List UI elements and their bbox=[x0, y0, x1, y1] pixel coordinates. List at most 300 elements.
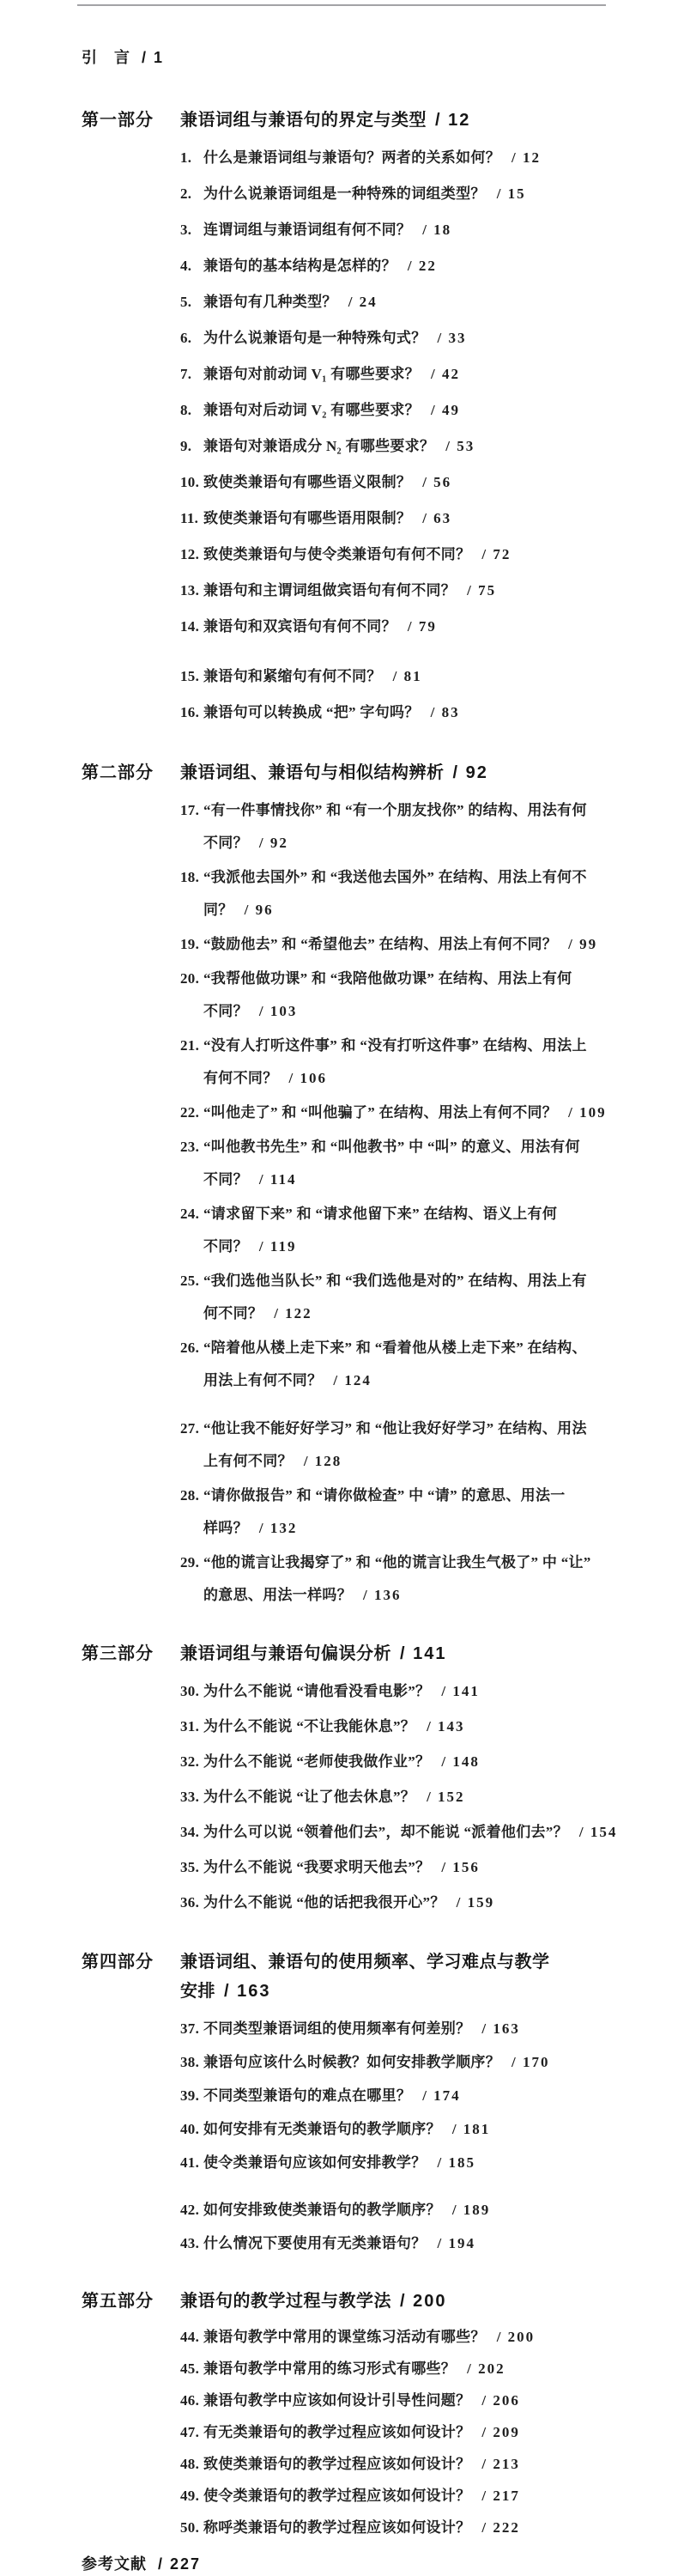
item-number: 40. bbox=[180, 2121, 200, 2137]
toc-item bbox=[180, 1399, 678, 1478]
item-text: 如何安排致使类兼语句的教学顺序？ bbox=[203, 2202, 441, 2218]
item-text: 为什么不能说 “他的话把我很开心”？ bbox=[203, 1894, 445, 1911]
section-label: 第一部分 bbox=[82, 111, 154, 130]
page-number: / 24 bbox=[348, 294, 378, 310]
item-number: 3. bbox=[180, 222, 192, 238]
toc-item bbox=[180, 1851, 678, 1884]
toc-item bbox=[180, 963, 678, 1028]
page-number: / 99 bbox=[568, 936, 598, 952]
toc-item bbox=[180, 2147, 678, 2179]
page-number: / 83 bbox=[430, 704, 460, 720]
section-heading bbox=[82, 1639, 678, 1668]
page-number: / 122 bbox=[274, 1305, 312, 1321]
page-number: / 81 bbox=[392, 668, 422, 684]
top-rule bbox=[77, 4, 606, 6]
page-number: / 22 bbox=[407, 258, 437, 274]
item-number: 35. bbox=[180, 1859, 200, 1875]
item-text: 称呼类兼语句的教学过程应该如何设计？ bbox=[203, 2519, 471, 2536]
item-text: 兼语句对前动词 V₁ 有哪些要求？ bbox=[203, 366, 420, 382]
page-number: / 189 bbox=[451, 2202, 491, 2218]
item-text: 不同类型兼语句的难点在哪里？ bbox=[203, 2087, 412, 2104]
item-number: 47. bbox=[180, 2424, 200, 2440]
toc-item-line bbox=[180, 1816, 678, 1849]
page-number: / 114 bbox=[258, 1171, 297, 1188]
page-number: / 79 bbox=[407, 618, 437, 635]
toc-item-line bbox=[180, 1512, 678, 1545]
toc-item bbox=[180, 2354, 678, 2384]
item-text: “叫他教书先生” 和 “叫他教书” 中 “叫” 的意义、用法有何 bbox=[203, 1139, 580, 1155]
page-number: / 53 bbox=[445, 438, 475, 454]
item-number: 46. bbox=[180, 2392, 200, 2409]
item-text: “鼓励他去” 和 “希望他去” 在结构、用法上有何不同？ bbox=[203, 936, 558, 952]
item-number: 34. bbox=[180, 1824, 200, 1840]
page-number: / 170 bbox=[512, 2054, 550, 2070]
item-number: 2. bbox=[180, 185, 192, 202]
item-number: 13. bbox=[180, 582, 200, 598]
item-text: 使令类兼语句应该如何安排教学？ bbox=[203, 2154, 427, 2171]
toc-item-line bbox=[180, 660, 678, 693]
toc-item bbox=[180, 611, 678, 643]
item-number: 20. bbox=[180, 970, 200, 987]
toc-item bbox=[180, 2046, 678, 2079]
page-number: / 141 bbox=[400, 1644, 447, 1663]
page-number: / 49 bbox=[430, 402, 460, 418]
item-number: 39. bbox=[180, 2087, 200, 2104]
toc-item bbox=[180, 2323, 678, 2352]
section-title-line bbox=[180, 1947, 550, 1977]
item-text: 有无类兼语句的教学过程应该如何设计？ bbox=[203, 2424, 471, 2440]
toc-item bbox=[180, 322, 678, 355]
page-number: / 136 bbox=[363, 1587, 402, 1603]
toc-item-line bbox=[180, 2113, 678, 2146]
section-title-line bbox=[180, 2287, 446, 2316]
toc-item bbox=[180, 1746, 678, 1778]
item-number: 33. bbox=[180, 1789, 200, 1805]
item-text: 为什么可以说 “领着他们去”，却不能说 “派着他们去”？ bbox=[203, 1824, 568, 1840]
item-number: 32. bbox=[180, 1753, 200, 1770]
toc-item-line bbox=[180, 1230, 678, 1263]
page-number: / 202 bbox=[467, 2360, 505, 2377]
toc-item-line bbox=[180, 1297, 678, 1330]
toc-item-line bbox=[180, 2354, 678, 2384]
toc-item-line bbox=[180, 1131, 678, 1163]
toc-section bbox=[0, 69, 678, 729]
item-text: “我帮他做功课” 和 “我陪他做功课” 在结构、用法上有何 bbox=[203, 970, 572, 987]
toc-item bbox=[180, 2180, 678, 2227]
item-text: 有何不同？ bbox=[203, 1070, 278, 1086]
item-text: 兼语句对后动词 V₂ 有哪些要求？ bbox=[203, 402, 420, 418]
item-text: 兼语句对兼语成分 N₂ 有哪些要求？ bbox=[203, 438, 435, 454]
item-text: 什么是兼语词组与兼语句？两者的关系如何？ bbox=[203, 149, 500, 166]
section-title-line bbox=[180, 1639, 446, 1668]
page-number: / 181 bbox=[451, 2121, 491, 2137]
toc-item bbox=[180, 1030, 678, 1095]
item-text: 的意思、用法一样吗？ bbox=[203, 1587, 352, 1603]
toc-item-line bbox=[180, 250, 678, 283]
page-number: / 119 bbox=[258, 1238, 297, 1255]
toc-item bbox=[180, 2113, 678, 2146]
item-number: 38. bbox=[180, 2054, 200, 2070]
item-text: “我派他去国外” 和 “我送他去国外” 在结构、用法上有何不 bbox=[203, 869, 587, 885]
item-number: 19. bbox=[180, 936, 200, 952]
item-text: 不同？ bbox=[203, 1003, 248, 1019]
page-number: / 103 bbox=[258, 1003, 298, 1019]
toc-item bbox=[180, 2227, 678, 2260]
item-text: 上有何不同？ bbox=[203, 1453, 293, 1469]
item-text: “陪着他从楼上走下来” 和 “看着他从楼上走下来” 在结构、 bbox=[203, 1340, 587, 1356]
page-number: / 12 bbox=[512, 149, 541, 166]
toc-item-line bbox=[180, 2194, 678, 2227]
item-text: “请你做报告” 和 “请你做检查” 中 “请” 的意思、用法一 bbox=[203, 1487, 566, 1504]
toc-item bbox=[180, 928, 678, 961]
item-text: 连谓词组与兼语词组有何不同？ bbox=[203, 222, 412, 238]
item-number: 49. bbox=[180, 2488, 200, 2504]
page-number: / 185 bbox=[437, 2154, 475, 2171]
toc-item bbox=[180, 2080, 678, 2112]
item-text: “叫他走了” 和 “叫他骗了” 在结构、用法上有何不同？ bbox=[203, 1104, 558, 1121]
item-text: 为什么不能说 “请他看没看电影”？ bbox=[203, 1683, 431, 1699]
page-number: / 141 bbox=[441, 1683, 480, 1699]
item-number: 37. bbox=[180, 2020, 200, 2037]
toc-item-line bbox=[180, 1332, 678, 1364]
item-text: 兼语句可以转换成 “把” 字句吗？ bbox=[203, 704, 420, 720]
toc-item bbox=[180, 394, 678, 427]
toc-section bbox=[0, 2261, 678, 2543]
page-number: / 128 bbox=[303, 1453, 342, 1469]
item-number: 16. bbox=[180, 704, 200, 720]
item-number: 28. bbox=[180, 1487, 200, 1504]
item-number: 30. bbox=[180, 1683, 200, 1699]
item-number: 26. bbox=[180, 1340, 200, 1356]
page-number: / 159 bbox=[456, 1894, 495, 1911]
intro-entry bbox=[82, 46, 678, 69]
toc-item-line bbox=[180, 502, 678, 535]
item-text: 为什么说兼语词组是一种特殊的词组类型？ bbox=[203, 185, 486, 202]
page-number: / 109 bbox=[568, 1104, 607, 1121]
item-text: “他的谎言让我揭穿了” 和 “他的谎言让我生气极了” 中 “让” bbox=[203, 1554, 591, 1571]
page-number: / 92 bbox=[258, 835, 288, 851]
item-number: 18. bbox=[180, 869, 200, 885]
toc-item bbox=[180, 286, 678, 319]
toc-item-line bbox=[180, 2513, 678, 2543]
item-text: 为什么不能说 “我要求明天他去”？ bbox=[203, 1859, 431, 1875]
item-number: 42. bbox=[180, 2202, 200, 2218]
item-text: 不同？ bbox=[203, 835, 248, 851]
toc-item bbox=[180, 2386, 678, 2415]
toc-sections bbox=[0, 69, 678, 2543]
section-title-line bbox=[180, 1977, 550, 2006]
toc-item bbox=[180, 2513, 678, 2543]
item-text: 兼语句的基本结构是怎样的？ bbox=[203, 258, 397, 274]
toc-item-line bbox=[180, 1062, 678, 1095]
item-text: 兼语句教学中常用的练习形式有哪些？ bbox=[203, 2360, 457, 2377]
toc-item-line bbox=[180, 995, 678, 1028]
section-label: 第四部分 bbox=[82, 1953, 154, 1971]
toc-item bbox=[180, 502, 678, 535]
section-title bbox=[180, 1947, 550, 2006]
item-number: 44. bbox=[180, 2329, 200, 2345]
page-number: / 106 bbox=[288, 1070, 327, 1086]
item-text: 同？ bbox=[203, 902, 233, 918]
section-title-text: 兼语词组与兼语句的界定与类型 bbox=[180, 111, 427, 130]
page-number: / 92 bbox=[452, 763, 488, 782]
toc-item-line bbox=[180, 894, 678, 927]
toc-item-line bbox=[180, 1364, 678, 1397]
toc-item bbox=[180, 574, 678, 607]
item-text: 兼语句应该什么时候教？如何安排教学顺序？ bbox=[203, 2054, 500, 2070]
toc-item bbox=[180, 696, 678, 729]
item-number: 45. bbox=[180, 2360, 200, 2377]
toc-item-line bbox=[180, 928, 678, 961]
item-text: 样吗？ bbox=[203, 1520, 248, 1536]
item-number: 7. bbox=[180, 366, 192, 382]
toc-item-line bbox=[180, 1413, 678, 1445]
toc-item bbox=[180, 1710, 678, 1743]
item-number: 12. bbox=[180, 546, 200, 562]
item-text: “他让我不能好好学习” 和 “他让我好好学习” 在结构、用法 bbox=[203, 1420, 587, 1437]
item-text: 致使类兼语句的教学过程应该如何设计？ bbox=[203, 2456, 471, 2472]
section-title bbox=[180, 758, 488, 787]
section-heading bbox=[82, 1947, 678, 2006]
toc-item bbox=[180, 861, 678, 927]
item-number: 4. bbox=[180, 258, 192, 274]
page-number: / 209 bbox=[481, 2424, 520, 2440]
page-number: / 200 bbox=[496, 2329, 536, 2345]
item-text: 兼语句和双宾语句有何不同？ bbox=[203, 618, 397, 635]
page-number: / 200 bbox=[400, 2292, 447, 2311]
page-number: / 148 bbox=[441, 1753, 480, 1770]
toc-item-line bbox=[180, 2323, 678, 2352]
item-number: 1. bbox=[180, 149, 192, 166]
page-number: / 33 bbox=[437, 330, 467, 346]
toc-item bbox=[180, 430, 678, 463]
section-heading bbox=[82, 106, 678, 135]
page-number: / 42 bbox=[430, 366, 460, 382]
page-number: / 72 bbox=[481, 546, 512, 562]
section-title-text: 兼语词组与兼语句偏误分析 bbox=[180, 1644, 391, 1663]
toc-item bbox=[180, 1816, 678, 1849]
page-number: / 63 bbox=[422, 510, 452, 526]
item-text: 兼语句和紧缩句有何不同？ bbox=[203, 668, 382, 684]
section-title bbox=[180, 2287, 446, 2316]
toc-item-line bbox=[180, 1886, 678, 1919]
item-number: 31. bbox=[180, 1718, 200, 1735]
page-number: / 156 bbox=[441, 1859, 480, 1875]
page-number: / 154 bbox=[578, 1824, 618, 1840]
item-text: 不同？ bbox=[203, 1238, 248, 1255]
section-title bbox=[180, 1639, 446, 1668]
toc-item bbox=[180, 2482, 678, 2511]
item-text: 兼语句教学中应该如何设计引导性问题？ bbox=[203, 2392, 471, 2409]
toc-item-line bbox=[180, 430, 678, 463]
page-number: / 18 bbox=[422, 222, 452, 238]
item-number: 50. bbox=[180, 2519, 200, 2536]
item-text: “有一件事情找你” 和 “有一个朋友找你” 的结构、用法有何 bbox=[203, 802, 587, 818]
toc-item-line bbox=[180, 1781, 678, 1814]
toc-item bbox=[180, 1131, 678, 1196]
page-number: / 206 bbox=[481, 2392, 520, 2409]
page-number: / 152 bbox=[427, 1789, 465, 1805]
item-number: 5. bbox=[180, 294, 192, 310]
item-number: 48. bbox=[180, 2456, 200, 2472]
section-heading bbox=[82, 2287, 678, 2316]
toc-section bbox=[0, 732, 678, 1612]
toc-item-line bbox=[180, 1198, 678, 1230]
item-number: 11. bbox=[180, 510, 199, 526]
toc-item-line bbox=[180, 358, 678, 391]
page-number: / 217 bbox=[481, 2488, 520, 2504]
toc-item bbox=[180, 2013, 678, 2045]
item-text: 不同类型兼语词组的使用频率有何差别？ bbox=[203, 2020, 471, 2037]
toc-item-line bbox=[180, 322, 678, 355]
toc-item bbox=[180, 1198, 678, 1263]
toc-item-line bbox=[180, 1030, 678, 1062]
item-number: 8. bbox=[180, 402, 192, 418]
item-text: “请求留下来” 和 “请求他留下来” 在结构、语义上有何 bbox=[203, 1206, 558, 1222]
item-text: 为什么不能说 “老师使我做作业”？ bbox=[203, 1753, 431, 1770]
item-number: 23. bbox=[180, 1139, 200, 1155]
item-text: 不同？ bbox=[203, 1171, 248, 1188]
toc-item bbox=[180, 1332, 678, 1397]
toc-item bbox=[180, 358, 678, 391]
page-number: / 222 bbox=[481, 2519, 520, 2536]
section-label: 第二部分 bbox=[82, 763, 154, 782]
toc-item-line bbox=[180, 1710, 678, 1743]
toc-item-line bbox=[180, 2046, 678, 2079]
toc-item bbox=[180, 250, 678, 283]
item-text: 致使类兼语句与使令类兼语句有何不同？ bbox=[203, 546, 471, 562]
page-number: / 163 bbox=[224, 1982, 271, 2001]
toc-item-line bbox=[180, 1479, 678, 1512]
page-number: / 132 bbox=[258, 1520, 298, 1536]
toc-item-line bbox=[180, 286, 678, 319]
section-title bbox=[180, 106, 470, 135]
toc-item bbox=[180, 2450, 678, 2479]
item-text: 兼语句教学中常用的课堂练习活动有哪些？ bbox=[203, 2329, 486, 2345]
item-text: 使令类兼语句的教学过程应该如何设计？ bbox=[203, 2488, 471, 2504]
toc-item-line bbox=[180, 574, 678, 607]
item-text: 致使类兼语句有哪些语义限制？ bbox=[203, 474, 412, 490]
toc-item bbox=[180, 1675, 678, 1708]
toc-section bbox=[0, 1922, 678, 2260]
toc-item-line bbox=[180, 1746, 678, 1778]
toc-item-line bbox=[180, 214, 678, 246]
page-number: / 124 bbox=[333, 1372, 372, 1388]
toc-item-line bbox=[180, 1265, 678, 1297]
item-number: 27. bbox=[180, 1420, 200, 1437]
item-text: 兼语句有几种类型？ bbox=[203, 294, 337, 310]
toc-item-line bbox=[180, 1445, 678, 1478]
item-text: 用法上有何不同？ bbox=[203, 1372, 323, 1388]
page-number: / 174 bbox=[422, 2087, 461, 2104]
toc-item-line bbox=[180, 2147, 678, 2179]
references-title: 参考文献 bbox=[82, 2555, 147, 2573]
toc-item-line bbox=[180, 1579, 678, 1612]
section-title-text: 兼语句的教学过程与教学法 bbox=[180, 2292, 391, 2311]
toc-item bbox=[180, 794, 678, 860]
toc-item bbox=[180, 178, 678, 210]
toc-item bbox=[180, 1097, 678, 1129]
item-number: 15. bbox=[180, 668, 200, 684]
toc-item-line bbox=[180, 1675, 678, 1708]
toc-item-line bbox=[180, 2386, 678, 2415]
toc-item bbox=[180, 1781, 678, 1814]
item-number: 29. bbox=[180, 1554, 200, 1571]
toc-item-line bbox=[180, 2450, 678, 2479]
section-title-text: 兼语词组、兼语句的使用频率、学习难点与教学 bbox=[180, 1953, 550, 1971]
toc-item-line bbox=[180, 861, 678, 894]
item-text: 为什么不能说 “让了他去休息”？ bbox=[203, 1789, 416, 1805]
item-text: 何不同？ bbox=[203, 1305, 263, 1321]
page-number: / 56 bbox=[422, 474, 452, 490]
item-number: 9. bbox=[180, 438, 192, 454]
page-number: / 96 bbox=[244, 902, 274, 918]
toc-item-line bbox=[180, 142, 678, 174]
item-number: 6. bbox=[180, 330, 192, 346]
section-label: 第三部分 bbox=[82, 1644, 154, 1663]
page-number: / 143 bbox=[427, 1718, 465, 1735]
page-number: / 194 bbox=[437, 2235, 475, 2251]
item-number: 43. bbox=[180, 2235, 200, 2251]
references-entry bbox=[82, 2553, 678, 2575]
toc-item-line bbox=[180, 1163, 678, 1196]
toc-item bbox=[180, 647, 678, 693]
toc-item bbox=[180, 1546, 678, 1612]
section-title-text: 兼语词组、兼语句与相似结构辨析 bbox=[180, 763, 445, 782]
section-heading bbox=[82, 758, 678, 787]
item-number: 10. bbox=[180, 474, 200, 490]
page-number: / 12 bbox=[435, 111, 471, 130]
page-number: / 213 bbox=[481, 2456, 520, 2472]
item-number: 25. bbox=[180, 1273, 200, 1289]
section-label: 第五部分 bbox=[82, 2292, 154, 2311]
intro-title: 引 言 bbox=[82, 49, 130, 66]
item-text: 兼语句和主谓词组做宾语句有何不同？ bbox=[203, 582, 457, 598]
toc-item-line bbox=[180, 1851, 678, 1884]
toc-item-line bbox=[180, 178, 678, 210]
page-number: / 163 bbox=[481, 2020, 520, 2037]
toc-item-line bbox=[180, 394, 678, 427]
toc-item-line bbox=[180, 466, 678, 499]
item-number: 14. bbox=[180, 618, 200, 635]
intro-page-number: / 1 bbox=[142, 49, 165, 66]
toc-item-line bbox=[180, 538, 678, 571]
toc-item bbox=[180, 2418, 678, 2447]
toc-item bbox=[180, 142, 678, 174]
item-text: “我们选他当队长” 和 “我们选他是对的” 在结构、用法上有 bbox=[203, 1273, 587, 1289]
toc-item bbox=[180, 1479, 678, 1545]
toc-item-line bbox=[180, 2080, 678, 2112]
item-number: 21. bbox=[180, 1037, 200, 1054]
toc-item bbox=[180, 1886, 678, 1919]
toc-item-line bbox=[180, 611, 678, 643]
page-number: / 15 bbox=[496, 185, 526, 202]
item-number: 17. bbox=[180, 802, 200, 818]
toc-item-line bbox=[180, 2482, 678, 2511]
toc-item-line bbox=[180, 2418, 678, 2447]
section-title-text: 安排 bbox=[180, 1982, 215, 2001]
item-number: 24. bbox=[180, 1206, 200, 1222]
item-text: “没有人打听这件事” 和 “没有打听这件事” 在结构、用法上 bbox=[203, 1037, 587, 1054]
section-title-line bbox=[180, 758, 488, 787]
toc-item-line bbox=[180, 963, 678, 995]
item-text: 致使类兼语句有哪些语用限制？ bbox=[203, 510, 412, 526]
toc-item bbox=[180, 214, 678, 246]
item-number: 36. bbox=[180, 1894, 200, 1911]
toc-item-line bbox=[180, 1097, 678, 1129]
toc-item bbox=[180, 538, 678, 571]
item-text: 什么情况下要使用有无类兼语句？ bbox=[203, 2235, 427, 2251]
